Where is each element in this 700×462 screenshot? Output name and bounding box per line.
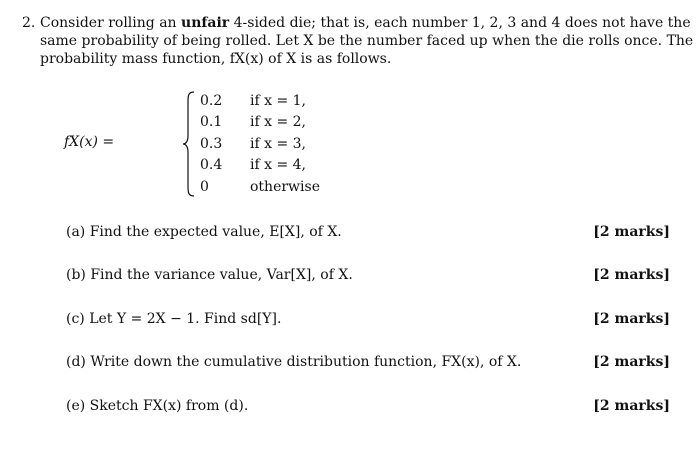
pmf-value: 0.1 (200, 114, 223, 130)
pmf-condition: if x = 4, (250, 157, 306, 173)
part-text: (c) Let Y = 2X − 1. Find sd[Y]. (66, 311, 282, 327)
pmf-condition: otherwise (250, 179, 320, 195)
intro-line-1-end: 4-sided die; that is, each number 1, 2, 3 and 4 does not have the (229, 15, 691, 31)
pmf-condition: if x = 3, (250, 136, 306, 152)
marks-label: [2 marks] (593, 311, 670, 327)
part-text: (d) Write down the cumulative distribution function, FX(x), of X. (66, 354, 522, 370)
pmf-value: 0.3 (200, 136, 223, 152)
pmf-definition (64, 90, 364, 200)
pmf-value: 0 (200, 179, 209, 195)
marks-label: [2 marks] (593, 224, 670, 240)
pmf-condition: if x = 2, (250, 114, 306, 130)
question-number: 2. (22, 15, 36, 31)
pmf-value: 0.2 (200, 93, 223, 109)
part-text: (b) Find the variance value, Var[X], of X. (66, 267, 353, 283)
left-brace (182, 90, 196, 198)
marks-label: [2 marks] (593, 354, 670, 370)
intro-line-3: probability mass function, fX(x) of X is as follows. (40, 51, 392, 67)
pmf-value: 0.4 (200, 157, 223, 173)
part-text: (a) Find the expected value, E[X], of X. (66, 224, 342, 240)
question-intro (22, 14, 694, 68)
pmf-condition: if x = 1, (250, 93, 306, 109)
part-b (66, 264, 670, 286)
pmf-lhs: fX(x) = (64, 134, 115, 150)
intro-bold-unfair: unfair (181, 15, 230, 31)
part-d (66, 351, 670, 373)
part-c (66, 308, 670, 330)
intro-line-1 (22, 14, 691, 32)
marks-label: [2 marks] (593, 398, 670, 414)
marks-label: [2 marks] (593, 267, 670, 283)
part-text: (e) Sketch FX(x) from (d). (66, 398, 249, 414)
part-a (66, 221, 670, 243)
intro-line-1-start: Consider rolling an (40, 15, 182, 31)
part-e (66, 395, 670, 417)
intro-line-2: same probability of being rolled. Let X be the number faced up when the die rolls once. The (40, 33, 694, 49)
